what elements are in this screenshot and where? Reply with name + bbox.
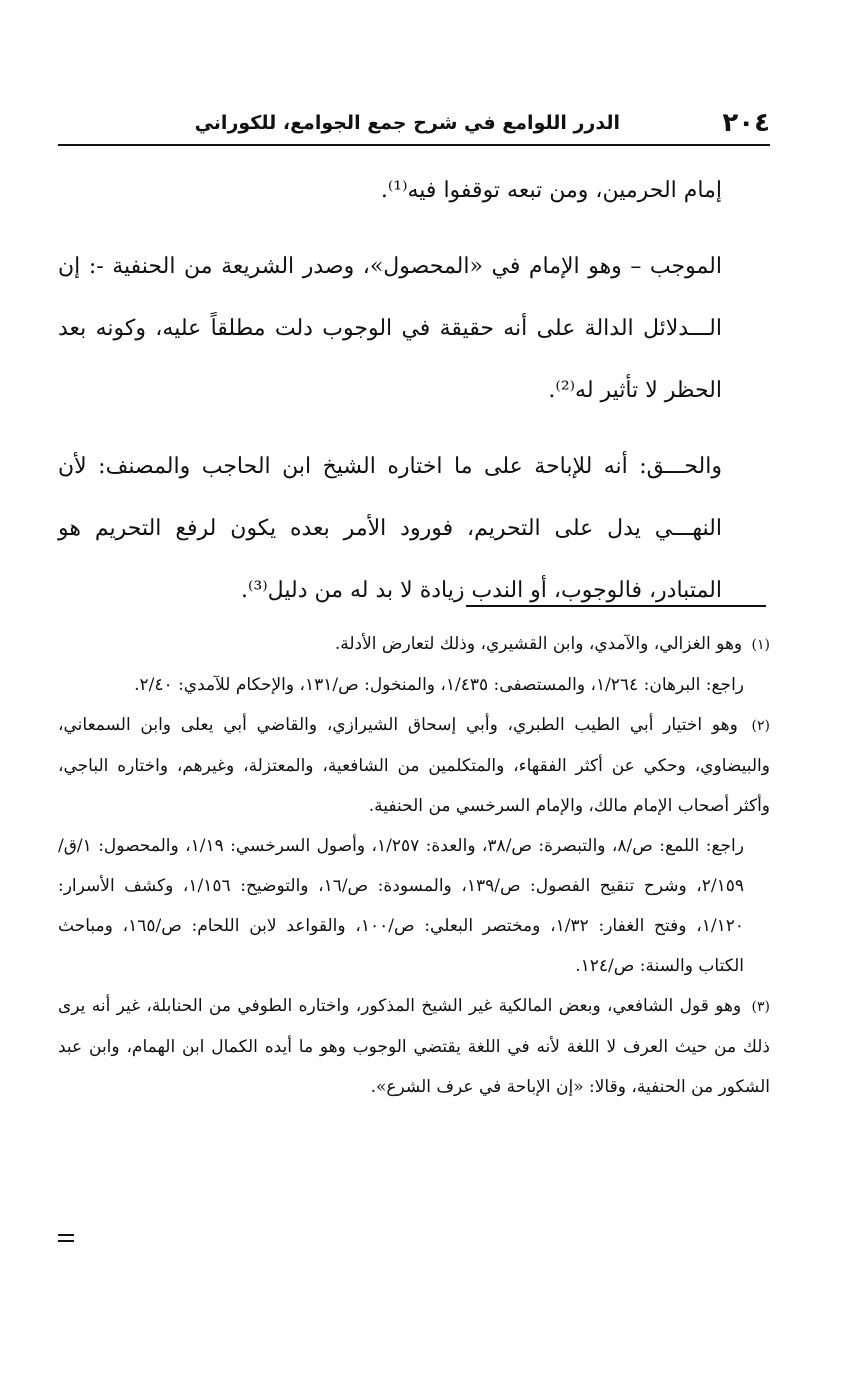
end-of-page-mark (58, 1234, 74, 1242)
footnote-reference: راجع: البرهان: ١/٢٦٤، والمستصفى: ١/٤٣٥، والمنخول: ص/١٣١، والإحكام للآمدي: ٢/٤٠. (134, 675, 744, 695)
paragraph: والحـــق: أنه للإباحة على ما اختاره الشيخ ابن الحاجب والمصنف: لأن النهـــي يدل على التحريم، فورود الأمر بعده يكون لرفع التحريم هو المتبادر، فالوجوب، أو الندب زيادة لا بد له من دليل⁽³⁾. (58, 454, 722, 603)
paragraph: الموجب – وهو الإمام في «المحصول»، وصدر الشريعة من الحنفية -: إن الـــدلائل الدالة على أنه حقيقة في الوجوب دلت مطلقاً عليه، وكونه بعد الحظر لا تأثير له⁽²⁾. (58, 254, 722, 403)
footnote (58, 705, 770, 826)
footnote-number: (١) (751, 637, 770, 653)
footnote-text: وهو قول الشافعي، وبعض المالكية غير الشيخ المذكور، واختاره الطوفي من الحنابلة، غير أنه يرى ذلك من حيث العرف لا اللغة لأنه في اللغة يقتضي الوجوب وهو ما أيده الكمال ابن الهمام، وابن عبد الشكور من الحنفية، وقالا: «إن الإباحة في عرف الشرع». (58, 996, 770, 1097)
footnote-number: (٣) (751, 999, 771, 1015)
footnote (58, 624, 770, 665)
footnote-separator (466, 605, 766, 607)
main-text (58, 160, 770, 622)
footnote-text: وهو اختيار أبي الطيب الطبري، وأبي إسحاق الشيرازي، والقاضي أبي يعلى وابن السمعاني، والبيضاوي، وحكي عن أكثر الفقهاء، والمتكلمين من الشافعية، والمعتزلة، وغيرهم، واختاره الباجي، وأكثر أصحاب الإمام مالك، والإمام السرخسي من الحنفية. (58, 715, 770, 816)
footnote (58, 986, 770, 1107)
page-number: ٢٠٤ (722, 108, 770, 138)
paragraph: إمام الحرمين، ومن تبعه توقفوا فيه⁽¹⁾. (380, 178, 722, 203)
page-header (58, 108, 770, 146)
footnotes (58, 624, 770, 1107)
footnote-number: (٢) (751, 718, 770, 734)
footnote-reference: راجع: اللمع: ص/٨، والتبصرة: ص/٣٨، والعدة: ١/٢٥٧، وأصول السرخسي: ١/١٩، والمحصول: ١/ق/٢/١٥٩، وشرح تنقيح الفصول: ص/١٣٩، والمسودة: ص/١٦، والتوضيح: ١/١٥٦، وكشف الأسرار: ١/١٢٠، وفتح الغفار: ١/٣٢، ومختصر البعلي: ص/١٠٠، والقواعد لابن اللحام: ص/١٦٥، ومباحث الكتاب والسنة: ص/١٢٤. (58, 836, 744, 976)
running-title: الدرر اللوامع في شرح جمع الجوامع، للكوراني (194, 112, 620, 134)
footnote-text: وهو الغزالي، والآمدي، وابن القشيري، وذلك لتعارض الأدلة. (334, 634, 743, 654)
